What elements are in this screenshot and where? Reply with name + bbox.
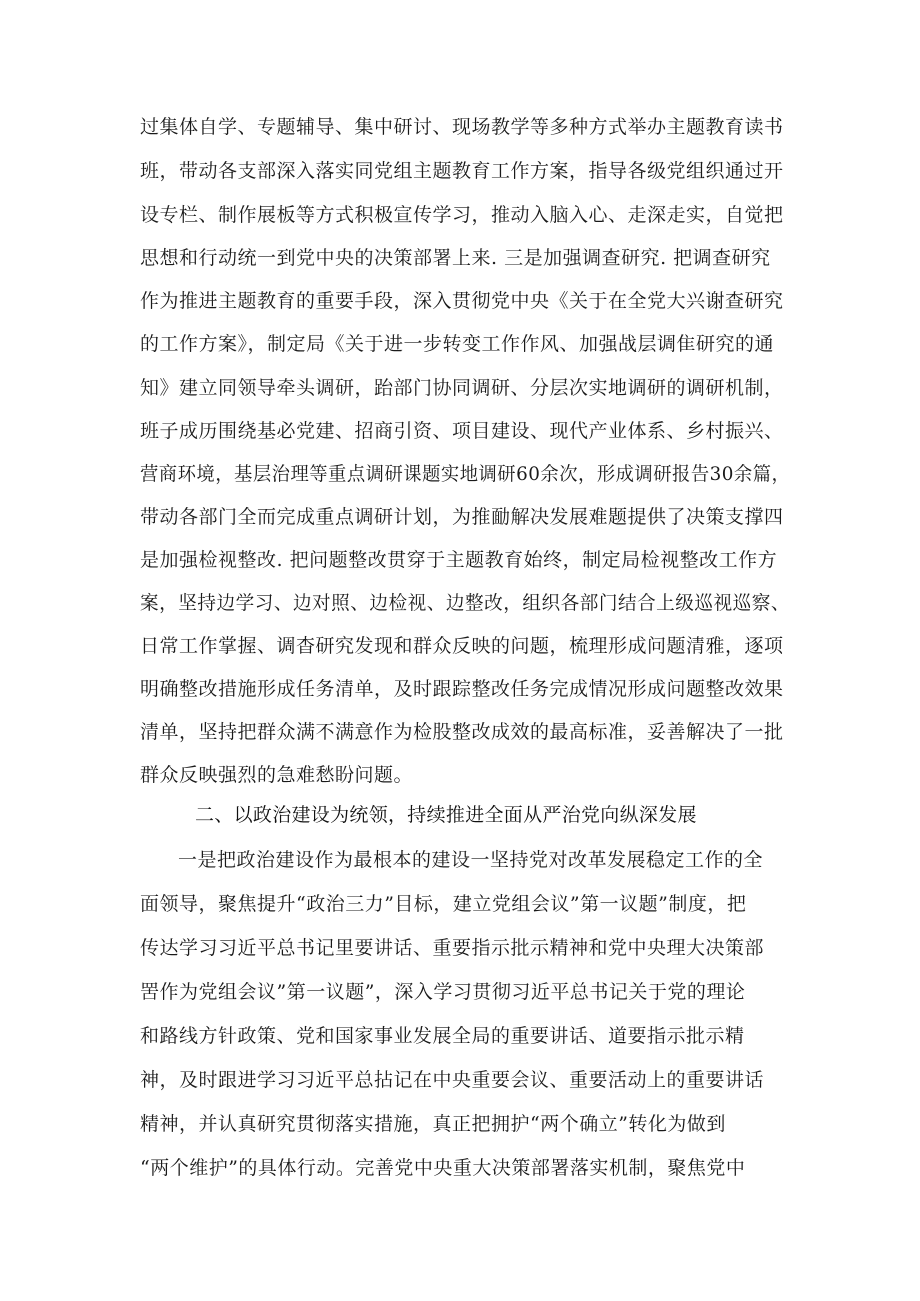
text-line: 群众反映强烈的急难愁盼问题。: [140, 764, 414, 786]
text-line: 的工作方案》，制定局《关于进一步转变工作作风、加强战层调隹研究的通: [140, 333, 775, 355]
text-line: 罟作为党组会议”第一议题”，深入学习贯彻习近平总书记关于党的理论: [140, 981, 746, 1003]
text-line: 明确整改措施形成任务清单，及时跟踪整改任务完成情况形成问题整改效果: [140, 678, 784, 700]
text-line: 案，坚持边学习、边对照、边检视、边整改，组织各部门结合上级巡视巡察、: [140, 592, 791, 614]
text-line: 过集体自学、专题辅导、集中研讨、现场教学等多种方式举办主题教育读书: [140, 116, 784, 138]
text-line: 面领导，聚焦提升“政治三力”目标，建立党组会议”第一议题”制度，把: [140, 893, 747, 915]
text-line: 清单，坚持把群众满不满意作为检股整改成效的最高标准，妥善解决了一批: [140, 721, 784, 743]
text-line: 一是把政治建设作为最根本的建设一坚持党对改革发展稳定工作的全: [178, 849, 764, 871]
text-line: 班，带动各支部深入落实同党组主题教育工作方案，指导各级党组织通过开: [140, 160, 784, 182]
text-line: 设专栏、制作展板等方式积极宣传学习，推动入脑入心、走深走实，自觉把: [140, 204, 784, 226]
text-line: 带动各部门全而完成重点调研计划，为推勔解决发展难题提供了决策支撑四: [140, 506, 784, 528]
text-line: 和路线方针政策、党和国家事业发展全局的重要讲话、道要指示批示精: [140, 1025, 745, 1047]
text-line: 营商环境，基层治理等重点调研课题实地调研60余次，形成调研报告30余篇，: [140, 463, 791, 485]
text-line: 传达学习习近平总书记里要讲话、重要指示批示精神和党中央理大决策部: [140, 937, 765, 959]
text-line: 班子成历围绕基必党建、招商引资、项目建设、现代产业体系、乡村振兴、: [140, 420, 784, 442]
text-line: 作为推进主题教育的重要手段，深入贯彻党中央《关于在全党大兴谢查研究: [140, 290, 784, 312]
text-line: “两个维护”的具体行动。完善党中央重大决策部署落实机制，聚焦党中: [140, 1157, 746, 1179]
text-line: 神，及时跟进学习习近平总拈记在中央重要会议、重要活动上的重要讲话: [140, 1069, 765, 1091]
text-line: 精神，并认真研究贯彻落实措施，真正把拥护“两个确立”转化为做到: [140, 1113, 726, 1135]
text-line: 思想和行动统一到党中央的决策部署上来. 三是加强调查研究. 把调查研究: [140, 247, 771, 269]
section-heading: 二、以政治建设为统领，持续推进全面从严治党向纵深发展: [195, 804, 697, 826]
text-line: 是加强检视整改. 把问题整改贯穿于主题教育始终，制定局检视整改工作方: [140, 549, 778, 571]
text-line: 日常工作掌握、调杳研究发现和群众反映的问题，梳理形成问题清雅，逐项: [140, 635, 784, 657]
text-line: 知》建立同领导牵头调研，跆部门协同调研、分层次实地调研的调研机制，: [140, 377, 784, 399]
